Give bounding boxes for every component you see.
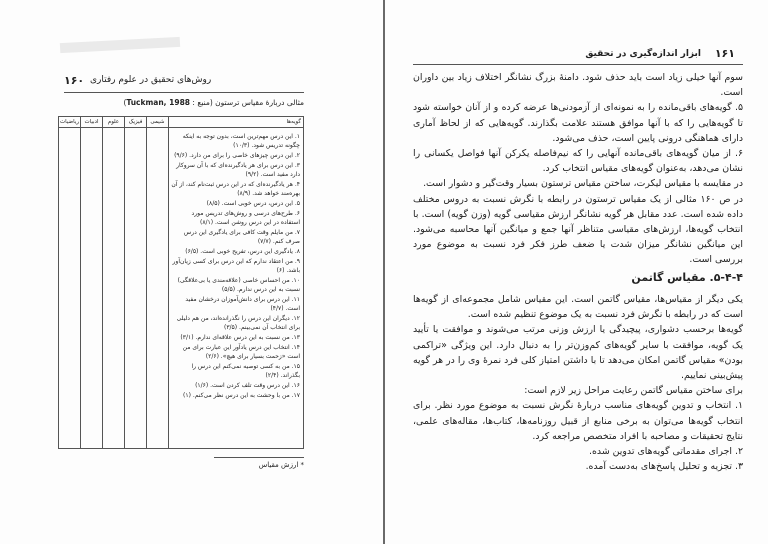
paragraph: ۶. از میان گویه‌های باقی‌مانده آنهایی را که نیم‌فاصله یکرکن آنها فواصل یکسانی را نشان می‌دهد، به‌عنوان گویه‌های مقیاس انتخاب کرد.: [413, 148, 743, 175]
statement: ۸. یادگیری این درس، تفریح خوبی است. (۶/۵): [185, 248, 300, 255]
statement: ۱۶. این درس وقت تلف کردن است. (۱/۶): [195, 382, 300, 389]
body-text-block: [413, 70, 743, 268]
paragraph: گویه‌ها برحسب دشواری، پیچیدگی یا ارزش وزنی مرتب می‌شوند و موافقت یا تأیید یک گویه، موافقت با سایر گویه‌های کم‌وزن‌تر را به دنبال دارد. این ویژگی «تراکمی بودن» مقیاس گاتمن امکان می‌دهد تا با داشتن امتیاز کلی فرد نمرهٔ وی را در هر گویه پیش‌بینی نماییم.: [413, 324, 743, 382]
statement: ۲. این درس چیزهای خاصی را برای من دارد. (۹/۶): [174, 152, 300, 159]
paragraph: ۲. اجرای مقدماتی گویه‌های تدوین شده.: [589, 446, 743, 458]
header-rule: [413, 64, 743, 65]
table-caption-source: Tuckman, 1988: [126, 98, 191, 107]
col-header-literature: ادبیات: [81, 117, 103, 128]
table-caption: [96, 98, 304, 107]
statement: ۱۵. من به کسی توصیه نمی‌کنم این درس را بگذراند. (۲/۴): [191, 363, 300, 379]
statement: ۱۳. من نسبت به این درس علاقه‌ای ندارم. (۳/۱): [180, 334, 300, 341]
statement: ۴. هر یادگیرنده‌ای که در این درس ثبت‌نام کند، از آن بهره‌مند خواهد شد. (۸/۹): [171, 181, 300, 197]
right-page: [385, 0, 768, 544]
paragraph: برای ساختن مقیاس گاتمن رعایت مراحل زیر لازم است:: [524, 385, 743, 397]
paragraph: ۵. گویه‌های باقی‌مانده را به نمونه‌ای از آزمودنی‌ها عرضه کرده و از آنان خواسته شود تا گویه‌هایی را که با آنها موافق هستند علامت بگذارند. گویه‌هایی که از لحاظ آماری دارای هماهنگی درونی پایین است، حذف می‌شود.: [413, 102, 743, 144]
left-page-number: ۱۶۰: [64, 74, 85, 87]
paragraph: در ص ۱۶۰ مثالی از یک مقیاس ترستون در رابطه با نگرش نسبت به دروس مختلف داده شده است. عدد مقابل هر گویه نشانگر ارزش مقیاسی گویه (وزن گویه) است. با انتخاب گویه‌ها، ارزش‌های مقیاسی متناظر آنها جمع و میانگین آنها محاسبه می‌شود. این میانگین نشانگر میزان شدت یا ضعف طرز فکر فرد نسبت به موضوع مورد بررسی است.: [413, 193, 743, 266]
table-caption-close: ): [123, 98, 127, 107]
header-rule: [64, 92, 304, 93]
footnote-rule: [214, 457, 304, 458]
body-text-block: [413, 292, 743, 474]
statement: ۳. این درس برای هر یادگیرنده‌ای که با آن سروکار دارد مفید است. (۹/۲): [176, 162, 300, 178]
statement: ۱۴. انتخاب این درس یادآور این عبارت برای من است «زحمت بسیار برای هیچ». (۲/۶): [182, 344, 300, 360]
col-header-mathematics: ریاضیات: [59, 117, 81, 128]
right-page-header: [435, 47, 735, 65]
paragraph: یکی دیگر از مقیاس‌ها، مقیاس گاتمن است. این مقیاس شامل مجموعه‌ای از گویه‌ها است که در رابطه با نگرش فرد نسبت به یک موضوع تنظیم شده است.: [413, 294, 743, 321]
statement: ۱۰. من احساس خاصی (علاقه‌مندی یا بی‌علاقگی) نسبت به این درس ندارم. (۵/۵): [177, 277, 300, 293]
statement: ۱۱. این درس برای دانش‌آموزان درخشان مفید است. (۴/۷): [185, 296, 300, 312]
table-body-row: [59, 128, 304, 449]
statements-cell: [168, 128, 303, 449]
statement: ۱۷. من با وحشت به این درس نظر می‌کنم. (۱): [183, 392, 300, 399]
thurstone-scale-table: [58, 116, 304, 449]
chemistry-rating-cell: [146, 128, 168, 449]
paragraph: سوم آنها خیلی زیاد است باید حذف شود. دامنهٔ بزرگ نشانگر اختلاف زیاد بین داوران است.: [413, 72, 743, 99]
statement: ۱. این درس مهم‌ترین است، بدون توجه به اینکه چگونه تدریس شود. (۱۰/۳): [182, 133, 300, 149]
mathematics-rating-cell: [59, 128, 81, 449]
statement: ۹. من اعتقاد ندارم که این درس برای کسی زیان‌آور باشد. (۶): [172, 258, 300, 274]
paragraph: ۳. تجزیه و تحلیل پاسخ‌های به‌دست آمده.: [585, 461, 743, 473]
bleed-through-mark: [60, 37, 180, 53]
right-page-number: ۱۶۱: [714, 47, 735, 60]
statement: ۶. طرح‌های درسی و روش‌های تدریس مورد استفاده در این درس روشن است. (۸/۱): [191, 210, 300, 226]
table-caption-text: مثالی دربارهٔ مقیاس ترستون (منبع :: [192, 98, 304, 107]
statement: ۱۲. دیگران این درس را نگذرانده‌اند، من هم دلیلی برای انتخاب آن نمی‌بینم. (۳/۵): [176, 315, 300, 331]
statement: ۷. من مایلم وقت کافی برای یادگیری این درس صرف کنم. (۷/۷): [183, 229, 300, 245]
literature-rating-cell: [81, 128, 103, 449]
col-header-science: علوم: [102, 117, 124, 128]
left-page: [0, 0, 383, 544]
physics-rating-cell: [124, 128, 146, 449]
footnote: * ارزش مقیاس: [258, 461, 304, 469]
statement: ۵. این درس، درس خوبی است. (۸/۵): [206, 200, 300, 207]
science-rating-cell: [102, 128, 124, 449]
paragraph: در مقایسه با مقیاس لیکرت، ساختن مقیاس ترستون بسیار وقت‌گیر و دشوار است.: [423, 178, 743, 190]
col-header-chemistry: شیمی: [146, 117, 168, 128]
paragraph: ۱. انتخاب و تدوین گویه‌های مناسب دربارهٔ نگرش نسبت به موضوع مورد نظر. برای انتخاب گویه‌ها می‌توان به برخی منابع از قبیل روزنامه‌ها، کتاب‌ها، مقاله‌های علمی، نتایج تحقیقات و مصاحبه با افراد متخصص مراجعه کرد.: [413, 400, 743, 442]
section-heading: ۵-۴-۴. مقیاس گاتمن: [631, 271, 743, 284]
col-header-items: گویه‌ها: [168, 117, 303, 128]
table-header-row: [59, 117, 304, 128]
left-running-title: روش‌های تحقیق در علوم رفتاری: [90, 75, 212, 85]
right-running-title: ابزار اندازه‌گیری در تحقیق: [585, 49, 701, 59]
left-page-header: [64, 74, 304, 90]
col-header-physics: فیزیک: [124, 117, 146, 128]
